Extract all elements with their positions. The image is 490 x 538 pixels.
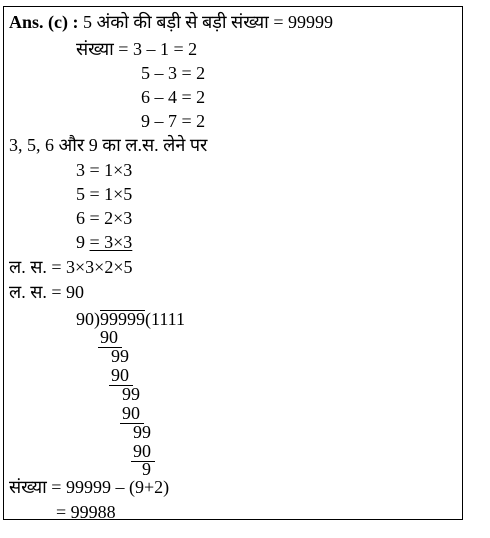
result-line: संख्या = 99999 – (9+2) xyxy=(9,477,170,497)
division-remainder: 9 xyxy=(142,459,151,479)
quotient: (1111 xyxy=(145,309,185,329)
answer-statement: 5 अंको की बड़ी से बड़ी संख्या = 99999 xyxy=(78,12,333,32)
answer-box xyxy=(3,6,463,520)
division-step-5: 90 xyxy=(122,403,140,423)
result-value: = 99988 xyxy=(56,502,116,522)
factor-rhs-underlined: = 3×3 xyxy=(89,232,133,252)
dividend: 99999 xyxy=(100,309,145,329)
factor-line-4 xyxy=(76,231,132,253)
factor-line-3: 6 = 2×3 xyxy=(76,208,133,228)
difference-line-2: 5 – 3 = 2 xyxy=(141,63,206,83)
division-step-7: 90 xyxy=(133,441,151,461)
factor-line-1: 3 = 1×3 xyxy=(76,160,133,180)
factor-line-2: 5 = 1×5 xyxy=(76,184,133,204)
factor-lhs: 9 xyxy=(76,232,90,252)
difference-line-1: संख्या = 3 – 1 = 2 xyxy=(76,39,198,59)
division-step-3: 90 xyxy=(111,365,129,385)
difference-line-4: 9 – 7 = 2 xyxy=(141,111,206,131)
answer-label: Ans. (c) : xyxy=(9,12,79,32)
division-step-6: 99 xyxy=(133,422,151,442)
divisor: 90 xyxy=(76,309,94,329)
division-header xyxy=(76,308,185,330)
division-bracket: ) xyxy=(94,309,100,329)
division-step-1: 90 xyxy=(100,327,118,347)
division-step-2: 99 xyxy=(111,346,129,366)
lcm-value: ल. स. = 90 xyxy=(9,282,85,302)
answer-line xyxy=(9,11,333,33)
division-step-4: 99 xyxy=(122,384,140,404)
lcm-product: ल. स. = 3×3×2×5 xyxy=(9,257,133,277)
difference-line-3: 6 – 4 = 2 xyxy=(141,87,206,107)
lcm-intro: 3, 5, 6 और 9 का ल.स. लेने पर xyxy=(9,135,208,155)
